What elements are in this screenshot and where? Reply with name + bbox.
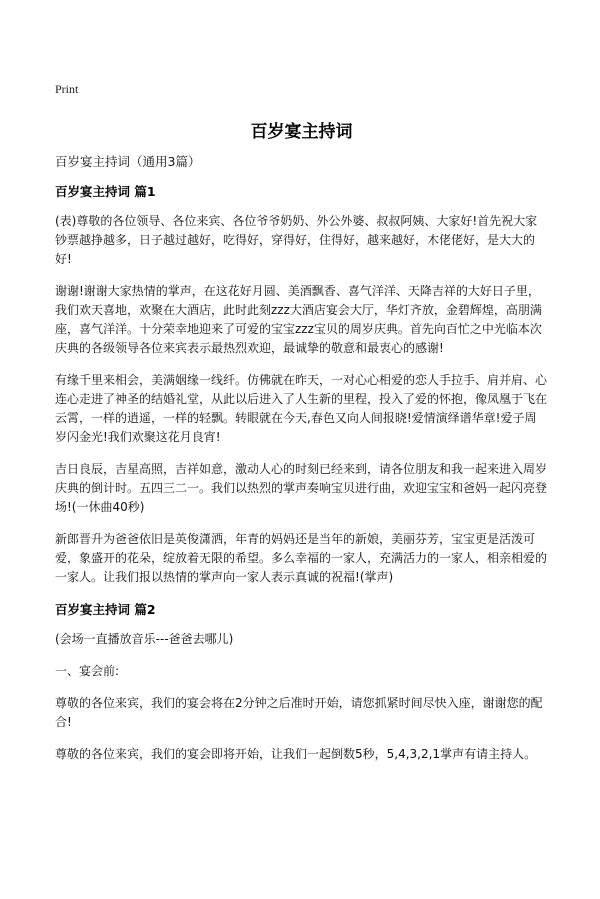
document-body (55, 152, 548, 777)
section-1 (55, 182, 548, 587)
paragraph: 新郎晋升为爸爸依旧是英俊潇洒，年青的妈妈还是当年的新娘，美丽芬芳，宝宝更是活泼可爱，象盛开的花朵，绽放着无限的希望。多么幸福的一家人，充满活力的一家人，相亲相爱的一家人。让我们报以热情的掌声向一家人表示真诚的祝福!(掌声) (55, 532, 548, 584)
page-title: 百岁宴主持词 (250, 122, 353, 142)
section-2 (55, 600, 548, 764)
section-heading: 百岁宴主持词 篇1 (55, 184, 156, 199)
paragraph: 有缘千里来相会，美满姻缘一线纤。仿佛就在昨天，一对心心相爱的恋人手拉手、肩并肩、心连心走进了神圣的结婚礼堂，从此以后进入了人生新的里程，投入了爱的怀抱，像凤凰于飞在云霄，一样的逍遥，一样的轻飘。转眼就在今天,春色又向人间报晓!爱情演绎谱华章!爱子周岁闪金光!我们欢聚这花月良宵! (55, 373, 548, 444)
paragraph: 吉日良辰，吉星高照，吉祥如意，激动人心的时刻已经来到，请各位朋友和我一起来进入周岁庆典的倒计时。五四三二一。我们以热烈的掌声奏响宝贝进行曲，欢迎宝宝和爸妈一起闪亮登场!(一休曲40秒) (55, 462, 548, 514)
paragraph: 尊敬的各位来宾，我们的宴会将在2分钟之后准时开始，请您抓紧时间尽快入座，谢谢您的配合! (55, 696, 543, 729)
section-heading: 百岁宴主持词 篇2 (55, 602, 156, 617)
paragraph: (会场一直播放音乐---爸爸去哪儿) (55, 632, 234, 646)
print-link[interactable]: Print (55, 82, 79, 96)
paragraph: 一、宴会前: (55, 664, 120, 678)
paragraph: 谢谢!谢谢大家热情的掌声，在这花好月圆、美酒飘香、喜气洋洋、天降吉祥的大好日子里，我们欢天喜地，欢聚在大酒店，此时此刻zzz大酒店宴会大厅，华灯齐放，金碧辉煌，高朋满座，喜气洋洋。十分荣幸地迎来了可爱的宝宝zzz宝贝的周岁庆典。首先向百忙之中光临本次庆典的各级领导各位来宾表示最热烈欢迎，最诚挚的敬意和最衷心的感谢! (55, 284, 542, 355)
document-subtitle: 百岁宴主持词（通用3篇） (55, 154, 201, 169)
paragraph: 尊敬的各位来宾，我们的宴会即将开始，让我们一起倒数5秒，5,4,3,2,1掌声有请主持人。 (55, 747, 537, 761)
paragraph: (表)尊敬的各位领导、各位来宾、各位爷爷奶奶、外公外婆、叔叔阿姨、大家好!首先祝大家钞票越挣越多，日子越过越好，吃得好，穿得好，住得好，越来越好，木佬佬好，是大大的好! (55, 214, 538, 266)
